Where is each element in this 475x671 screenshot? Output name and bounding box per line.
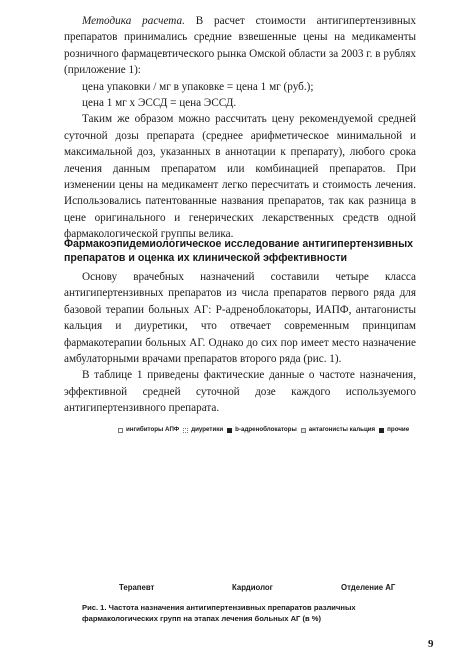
body-text-top <box>64 13 416 243</box>
body-text-bottom <box>64 269 416 417</box>
legend-swatch <box>379 428 384 433</box>
cost-paragraph: Таким же образом можно рассчитать цену рекомендуемой средней суточной дозы препарата (среднее арифметическое минимальной и максимальной доз, указанных в аннотации к препарату), любого срока лечения данным препаратом или комбинацией препаратов. При изменении цены на медикамент легко пересчитать и стоимость лечения. Использовались патентованные названия препаратов, так как разница в цене оригинального и генерических лекарственных средств одной фармакологической группы велика. <box>64 113 416 241</box>
legend-item <box>301 426 375 434</box>
figure-legend <box>118 426 413 434</box>
method-text: В расчет стоимости антигипертензивных препаратов принимались средние взвешенные цены на медикаменты розничного фармацевтического рынка Омской области за 2003 г. в рублях (приложение 1): <box>64 15 417 77</box>
legend-swatch <box>118 428 123 433</box>
category-label: Кардиолог <box>232 583 273 592</box>
legend-label: антагонисты кальция <box>308 426 376 433</box>
legend-swatch <box>301 428 306 433</box>
legend-label: прочие <box>387 426 410 433</box>
formula-line: цена упаковки / мг в упаковке = цена 1 мг (руб.); <box>82 80 314 93</box>
method-paragraph <box>64 13 416 79</box>
basis-paragraph: Основу врачебных назначений составили четыре класса антигипертензивных препаратов из числа препаратов первого ряда для базовой терапии больных АГ: Р-адреноблокаторы, ИАПФ, антагонисты кальция и диуретики, что отвечает современным принципам фармакотерапии больных АГ. Однако до сих пор имеет место назначение амбулаторными врачами препаратов второго ряда (рис. 1). <box>64 271 416 366</box>
page-number: 9 <box>428 638 434 650</box>
legend-swatch <box>227 428 232 433</box>
legend-label: b-адреноблокаторы <box>235 426 297 433</box>
table-paragraph: В таблице 1 приведены фактические данные о частоте назначения, эффективной средней суточной дозе каждого используемого антигипертензивного препарата. <box>64 369 416 415</box>
legend-item <box>118 426 179 434</box>
legend-label: ингибиторы АПФ <box>126 426 180 433</box>
legend-item <box>183 426 223 434</box>
section-heading: Фармакоэпидемиологическое исследование антигипертензивных препаратов и оценка их клинической эффективности <box>64 238 414 264</box>
figure-caption: Рис. 1. Частота назначения антигипертензивных препаратов различных фармакологических групп на этапах лечения больных АГ (в %) <box>82 603 356 623</box>
legend-item <box>227 426 297 434</box>
formula-line: цена 1 мг х ЭССД = цена ЭССД. <box>82 97 237 110</box>
category-label: Отделение АГ <box>341 583 396 592</box>
legend-swatch <box>183 428 188 433</box>
method-label: Методика расчета. <box>82 15 185 27</box>
legend-item <box>379 426 409 434</box>
category-label: Терапевт <box>119 583 155 592</box>
legend-label: диуретики <box>191 426 224 433</box>
